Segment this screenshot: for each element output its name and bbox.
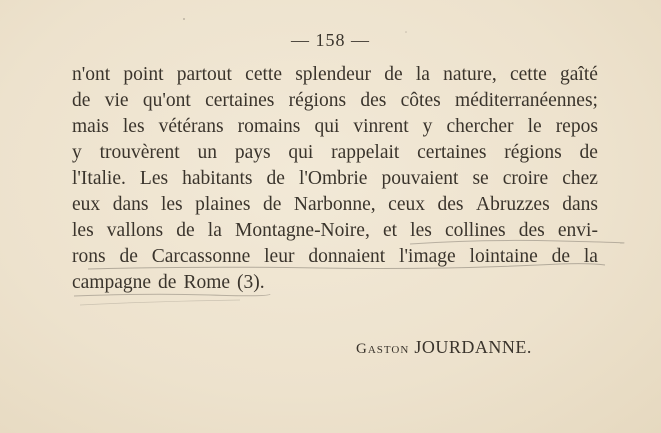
word: des	[360, 90, 387, 111]
body-text	[72, 62, 598, 296]
word: qu'ont	[142, 90, 191, 111]
word: donnaient	[308, 246, 386, 267]
word: ceux	[388, 194, 425, 215]
word: qui	[288, 142, 314, 163]
word: vinrent	[353, 116, 409, 137]
word: leur	[264, 246, 295, 267]
word: de	[72, 90, 91, 111]
word: Montagne-Noire,	[235, 220, 370, 241]
word: y	[422, 116, 433, 137]
word: point	[123, 64, 164, 85]
word: cette	[509, 64, 547, 85]
word: Rome	[183, 272, 231, 293]
text-line	[72, 62, 598, 88]
text-line	[72, 140, 598, 166]
word: vallons	[106, 220, 164, 241]
word: régions	[288, 90, 347, 111]
word: y	[72, 142, 82, 163]
word: la	[415, 64, 430, 85]
word: mais	[72, 116, 109, 137]
word: de	[176, 220, 195, 241]
word: certaines	[417, 142, 487, 163]
word: plaines	[195, 194, 251, 215]
word: de	[262, 194, 282, 215]
word: romains	[237, 116, 301, 137]
word: habitants	[182, 168, 253, 189]
word: l'Ombrie	[298, 168, 368, 189]
word: trouvèrent	[99, 142, 180, 163]
word: vie	[104, 90, 129, 111]
word: méditerranéennes;	[455, 90, 598, 111]
word: des	[437, 194, 464, 215]
word: de	[266, 168, 285, 189]
signature	[356, 337, 532, 358]
word: les	[72, 220, 94, 241]
word: gaîté	[560, 64, 598, 85]
word: de	[551, 246, 571, 267]
word: (3).	[237, 272, 265, 293]
word: vétérans	[158, 116, 224, 137]
text-line	[72, 192, 598, 218]
text-line	[72, 166, 598, 192]
word: Abruzzes	[476, 194, 550, 215]
word: qui	[314, 116, 340, 137]
word: croire	[502, 168, 549, 189]
word: repos	[555, 116, 598, 137]
word: rappelait	[331, 142, 400, 163]
signature-first-name: Gaston	[356, 341, 410, 357]
word: des	[518, 220, 545, 241]
word: Les	[139, 168, 169, 189]
word: collines	[444, 220, 506, 241]
word: pouvaient	[381, 168, 459, 189]
word: dans	[562, 194, 598, 215]
page-number: — 158 —	[291, 30, 370, 50]
word: chercher	[446, 116, 514, 137]
word: n'ont	[72, 64, 111, 85]
word: splendeur	[295, 64, 372, 85]
word: de	[579, 142, 598, 163]
word: l'Italie.	[72, 168, 126, 189]
word: rons	[72, 246, 106, 267]
word: eux	[72, 194, 101, 215]
word: côtes	[400, 90, 441, 111]
word: campagne	[72, 272, 152, 293]
word: les	[160, 194, 183, 215]
word: les	[122, 116, 145, 137]
word: les	[410, 220, 432, 241]
word: et	[382, 220, 398, 241]
pencil-underline-4	[80, 300, 240, 305]
word: le	[527, 116, 542, 137]
paper-speck	[183, 18, 185, 20]
word: de	[158, 272, 177, 293]
word: l'image	[399, 246, 456, 267]
word: de	[384, 64, 403, 85]
word: la	[583, 246, 598, 267]
word: pays	[234, 142, 271, 163]
text-line	[72, 114, 598, 140]
word: Narbonne,	[293, 194, 376, 215]
word: régions	[504, 142, 562, 163]
word: de	[119, 246, 138, 267]
word: la	[207, 220, 222, 241]
signature-last-name: JOURDANNE.	[414, 337, 532, 357]
word: un	[197, 142, 218, 163]
word: Carcassonne	[151, 246, 251, 267]
word: partout	[176, 64, 232, 85]
text-line	[72, 244, 598, 270]
word: lointaine	[469, 246, 538, 267]
word: envi-	[557, 220, 598, 241]
word: certaines	[205, 90, 275, 111]
word: chez	[562, 168, 598, 189]
word: cette	[245, 64, 282, 85]
text-line	[72, 218, 598, 244]
word: dans	[112, 194, 149, 215]
word: nature,	[443, 64, 497, 85]
text-line	[72, 88, 598, 114]
text-line	[72, 270, 598, 296]
word: se	[472, 168, 489, 189]
